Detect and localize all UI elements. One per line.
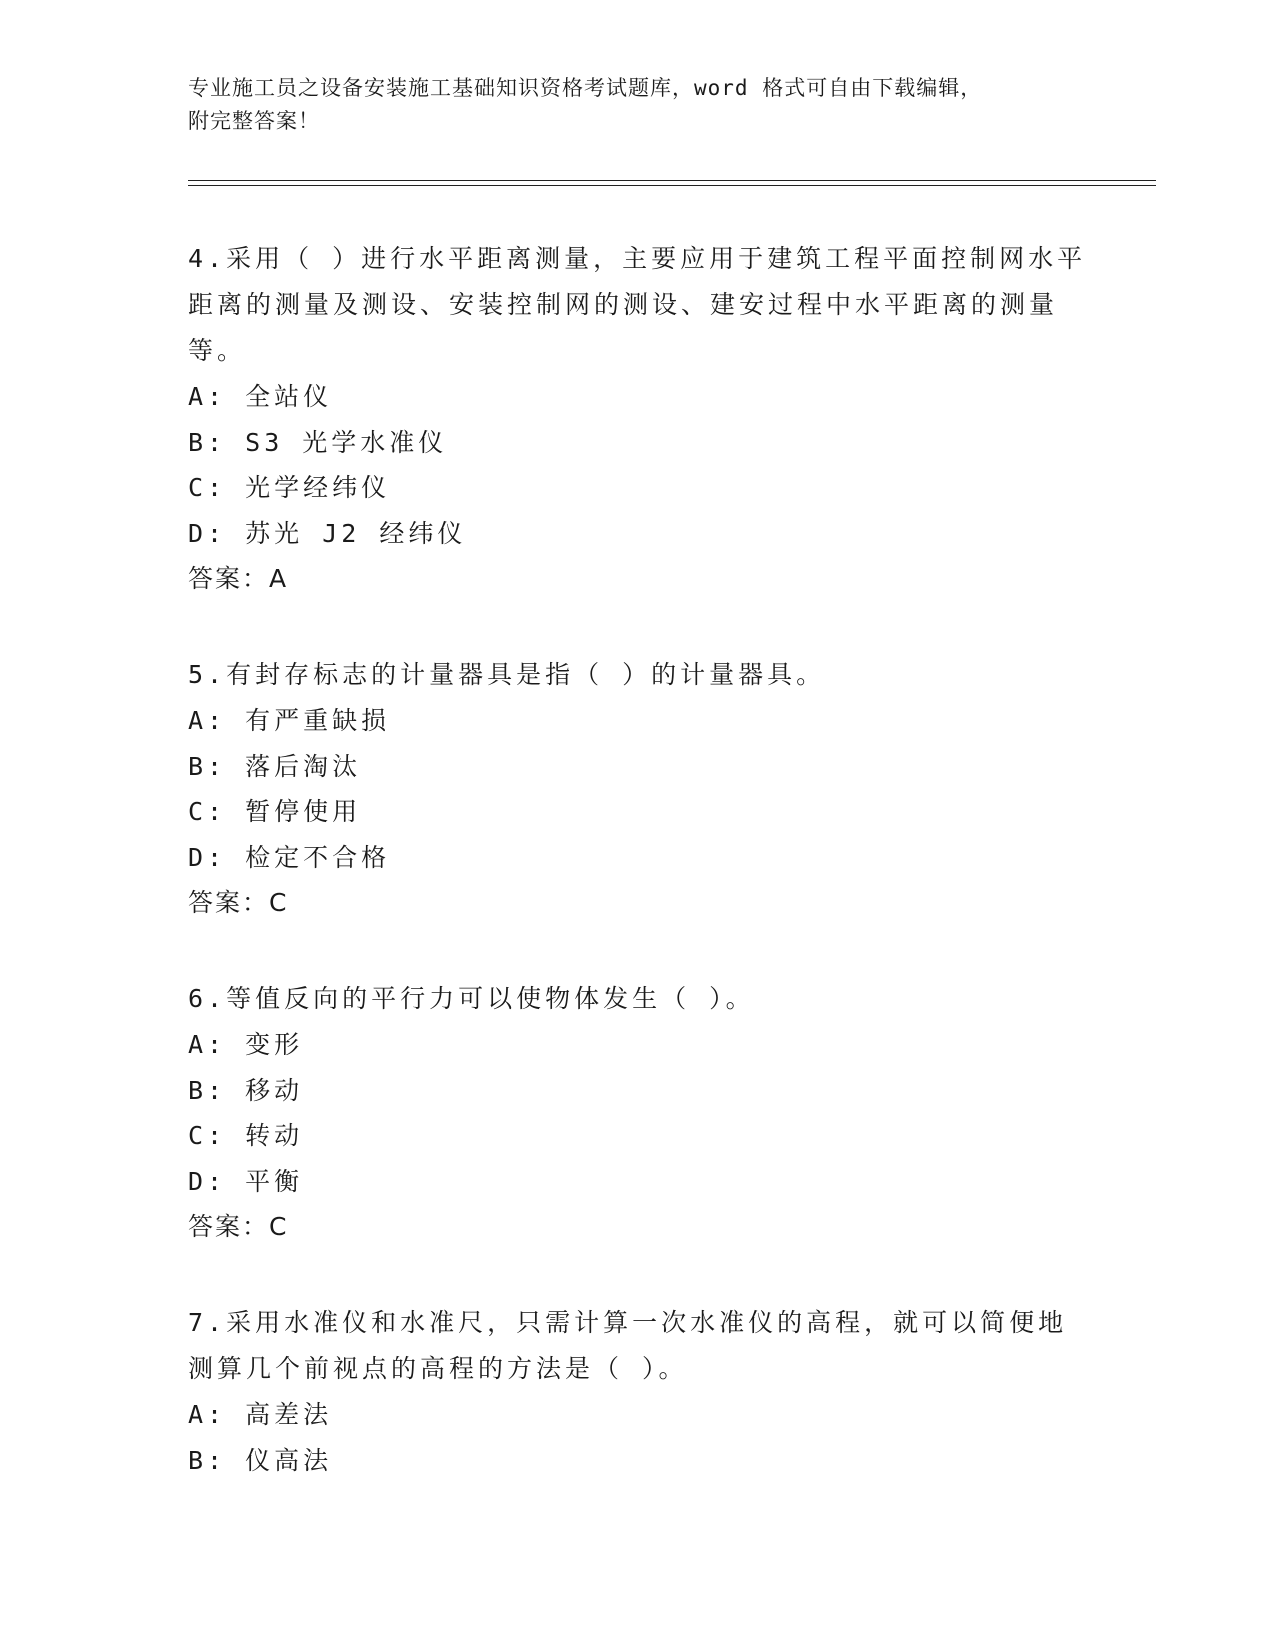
question-stem-line: 6.等值反向的平行力可以使物体发生（ ）。 [188,984,755,1013]
question-stem-line: 测算几个前视点的高程的方法是（ ）。 [188,1354,688,1383]
option-a: A: 全站仪 [188,382,333,411]
question-stem-line: 等。 [188,336,247,365]
header-line-2: 附完整答案！ [188,109,320,133]
option-d: D: 苏光 J2 经纬仪 [188,518,467,548]
document-header [188,72,1088,138]
option-b: B: 仪高法 [188,1445,333,1475]
option-a: A: 高差法 [188,1400,333,1429]
question-stem-line: 7.采用水准仪和水准尺，只需计算一次水准仪的高程，就可以简便地 [188,1308,1068,1337]
option-a: A: 有严重缺损 [188,706,391,735]
option-b: B: S3 光学水准仪 [188,427,448,457]
header-line-1: 专业施工员之设备安装施工基础知识资格考试题库，word 格式可自由下载编辑， [188,76,983,100]
answer-line: 答案：A [188,564,289,593]
option-c: C: 光学经纬仪 [188,473,391,502]
option-a: A: 变形 [188,1030,304,1059]
option-d: D: 平衡 [188,1166,304,1196]
header-divider-bottom [188,185,1156,186]
option-c: C: 暂停使用 [188,797,362,826]
question-stem-line: 4.采用（ ）进行水平距离测量，主要应用于建筑工程平面控制网水平 [188,244,1087,273]
option-b: B: 移动 [188,1075,304,1105]
header-divider-top [188,180,1156,181]
option-c: C: 转动 [188,1121,304,1150]
option-b: B: 落后淘汰 [188,751,362,781]
question-4 [188,236,1088,602]
question-stem-line: 距离的测量及测设、安装控制网的测设、建安过程中水平距离的测量 [188,290,1059,319]
question-list [188,236,1088,1533]
question-6 [188,976,1088,1250]
answer-line: 答案：C [188,888,289,917]
question-stem-line: 5.有封存标志的计量器具是指（ ）的计量器具。 [188,660,826,689]
question-5 [188,652,1088,926]
answer-line: 答案：C [188,1212,289,1241]
option-d: D: 检定不合格 [188,842,391,872]
question-7 [188,1300,1088,1483]
